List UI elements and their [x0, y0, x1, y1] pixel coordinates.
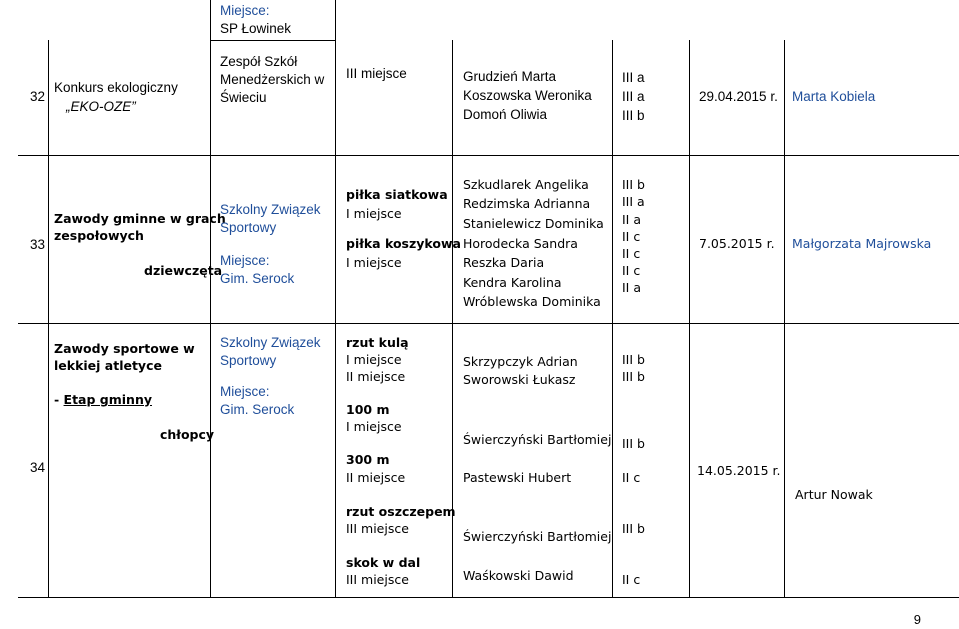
row34-person: Świerczyński Bartłomiej: [463, 529, 612, 544]
row34-result: I miejsce: [346, 419, 402, 434]
row33-person: Stanielewicz Dominika: [463, 216, 604, 231]
row34-discipline: 100 m: [346, 402, 390, 417]
row34-result: III miejsce: [346, 521, 409, 536]
row32-date: 29.04.2015 r.: [699, 89, 778, 104]
row33-teacher: Małgorzata Majrowska: [792, 236, 932, 251]
row34-org: Sportowy: [220, 353, 277, 368]
row33-org-place: Gim. Serock: [220, 271, 295, 286]
row32-org: Menedżerskich w: [220, 72, 325, 87]
row33-org: Szkolny Związek: [220, 202, 321, 217]
row34-result: III miejsce: [346, 572, 409, 587]
row34-date: 14.05.2015 r.: [697, 463, 781, 478]
row32-org: Zespół Szkół: [220, 54, 298, 69]
col-border-2: [210, 0, 211, 597]
row33-class: II a: [622, 280, 642, 295]
row33-class: II c: [622, 246, 641, 261]
row34-discipline: rzut kulą: [346, 335, 409, 350]
row34-discipline: 300 m: [346, 452, 390, 467]
row34-class: II c: [622, 470, 641, 485]
row34-result: I miejsce: [346, 352, 402, 367]
row34-person: Sworowski Łukasz: [463, 372, 576, 387]
row32-result: III miejsce: [346, 66, 407, 81]
row34-org: Szkolny Związek: [220, 335, 321, 350]
row34-teacher: Artur Nowak: [795, 487, 873, 502]
row32-name-quoted: „EKO-OZE”: [66, 99, 136, 114]
col-border-3: [335, 0, 336, 597]
row33-class: III b: [622, 177, 645, 192]
top-place-label: Miejsce:: [220, 3, 270, 18]
row33-person: Horodecka Sandra: [463, 236, 578, 251]
row34-name-stage-text: Etap gminny: [63, 392, 152, 407]
row32-class: III a: [622, 70, 645, 85]
col-border-1: [48, 40, 49, 597]
row33-class: II a: [622, 212, 642, 227]
col-border-5: [612, 40, 613, 597]
row33-name: Zawody gminne w grach: [54, 211, 226, 226]
row34-result: II miejsce: [346, 470, 406, 485]
page-number: 9: [913, 612, 921, 627]
row33-discipline: piłka siatkowa: [346, 187, 448, 202]
row34-name: Zawody sportowe w: [54, 341, 195, 356]
row34-class: III b: [622, 352, 645, 367]
row33-person: Redzimska Adrianna: [463, 196, 591, 211]
row34-discipline: rzut oszczepem: [346, 504, 456, 519]
row32-name: Konkurs ekologiczny: [54, 80, 178, 95]
row34-class: III b: [622, 369, 645, 384]
row34-name-group: chłopcy: [160, 427, 215, 442]
row34-name-stage: [54, 390, 152, 409]
row34-person: Świerczyński Bartłomiej: [463, 432, 612, 447]
row34-person: Pastewski Hubert: [463, 470, 572, 485]
row33-class: III a: [622, 194, 645, 209]
row33-person: Szkudlarek Angelika: [463, 177, 589, 192]
row32-org: Świeciu: [220, 90, 267, 105]
row33-class: II c: [622, 263, 641, 278]
col-border-7: [784, 40, 785, 597]
row33-bottom-border: [18, 323, 959, 324]
row32-person: Koszowska Weronika: [463, 88, 592, 103]
col-border-6: [689, 40, 690, 597]
row33-result: I miejsce: [346, 206, 402, 221]
row33-class: II c: [622, 229, 641, 244]
row32-person: Domoń Oliwia: [463, 107, 548, 122]
row34-discipline: skok w dal: [346, 555, 421, 570]
row32-class: III b: [622, 108, 645, 123]
row32-class: III a: [622, 89, 645, 104]
row34-class: III b: [622, 436, 645, 451]
row34-org-place: Gim. Serock: [220, 402, 295, 417]
row34-result: II miejsce: [346, 369, 406, 384]
row34-org-place-label: Miejsce:: [220, 384, 270, 399]
top-place-value: SP Łowinek: [220, 21, 292, 36]
row33-result: I miejsce: [346, 255, 402, 270]
row33-date: 7.05.2015 r.: [699, 236, 775, 251]
row33-person: Wróblewska Dominika: [463, 294, 601, 309]
row32-number: 32: [30, 89, 46, 104]
row32-bottom-border: [18, 155, 959, 156]
row33-name-group: dziewczęta: [144, 263, 223, 278]
row32-top-border: [210, 40, 335, 41]
row34-number: 34: [30, 460, 46, 475]
row32-person: Grudzień Marta: [463, 69, 557, 84]
row33-org: Sportowy: [220, 220, 277, 235]
row34-person: Waśkowski Dawid: [463, 568, 574, 583]
row33-person: Reszka Daria: [463, 255, 545, 270]
row34-class: II c: [622, 572, 641, 587]
row32-teacher: Marta Kobiela: [792, 89, 876, 104]
row33-number: 33: [30, 237, 46, 252]
row34-person: Skrzypczyk Adrian: [463, 354, 578, 369]
row33-org-place-label: Miejsce:: [220, 253, 270, 268]
row34-name-dash: -: [54, 392, 64, 407]
row34-name: lekkiej atletyce: [54, 358, 162, 373]
row33-person: Kendra Karolina: [463, 275, 562, 290]
row33-name: zespołowych: [54, 228, 144, 243]
row33-discipline: piłka koszykowa: [346, 236, 461, 251]
row34-class: III b: [622, 521, 645, 536]
row34-bottom-border: [18, 597, 959, 598]
